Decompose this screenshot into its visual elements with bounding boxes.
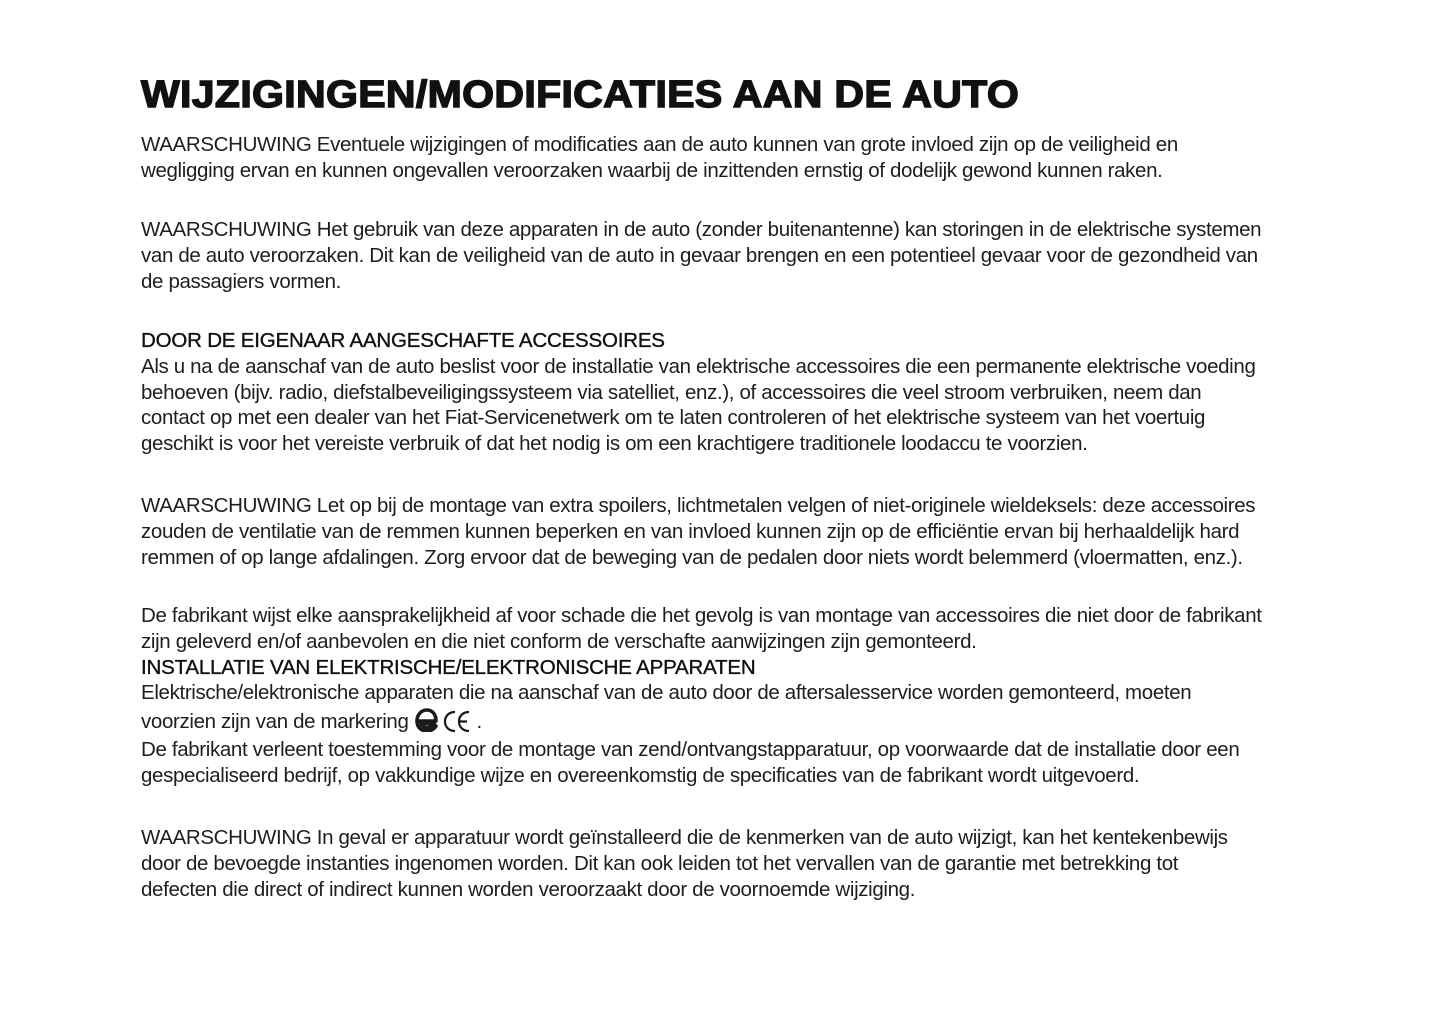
accessories-section — [141, 328, 1256, 457]
text-line: WAARSCHUWING Eventuele wijzigingen of modificaties aan de auto kunnen van grote invloed zijn op de veiligheid en — [141, 133, 1178, 156]
warning-devices — [141, 217, 1261, 294]
text-line: remmen of op lange afdalingen. Zorg ervoor dat de beweging van de pedalen door niets wordt belemmerd (vloermatten, enz.). — [141, 545, 1243, 569]
text-line: contact op met een dealer van het Fiat-Servicenetwerk om te laten controleren of het elektrische systeem van het voertuig — [141, 406, 1206, 430]
text-line: Elektrische/elektronische apparaten die na aanschaf van de auto door de aftersalesservice worden gemonteerd, moeten — [141, 681, 1192, 705]
section-heading: DOOR DE EIGENAAR AANGESCHAFTE ACCESSOIRES — [141, 329, 665, 352]
text-line: WAARSCHUWING Het gebruik van deze apparaten in de auto (zonder buitenantenne) kan storingen in de elektrische systemen — [141, 218, 1262, 241]
text-line: van de auto veroorzaken. Dit kan de veiligheid van de auto in gevaar brengen en een potentieel gevaar voor de gezondheid van — [141, 243, 1258, 267]
marking-text: voorzien zijn van de markering — [141, 710, 409, 734]
text-line: zijn geleverd en/of aanbevolen en die niet conform de verschafte aanwijzingen zijn gemonteerd. — [141, 629, 977, 653]
text-line: gespecialiseerd bedrijf, op vakkundige wijze en overeenkomstig de specificaties van de fabrikant wordt uitgevoerd. — [141, 763, 1140, 787]
text-line: De fabrikant wijst elke aansprakelijkheid af voor schade die het gevolg is van montage van accessoires die niet door de fabrikant — [141, 604, 1262, 627]
warning-modifications — [141, 132, 1178, 184]
text-line: De fabrikant verleent toestemming voor de montage van zend/ontvangstapparatuur, op voorwaarde dat de installatie door een — [141, 738, 1240, 762]
text-line: zouden de ventilatie van de remmen kunnen beperken en van invloed kunnen zijn op de efficiëntie ervan bij herhaaldelijk hard — [141, 519, 1240, 543]
text-line: geschikt is voor het vereiste verbruik of dat het nodig is om een krachtigere traditionele loodaccu te voorzien. — [141, 432, 1088, 456]
marking-line — [141, 706, 1262, 737]
marking-suffix: . — [476, 710, 482, 734]
text-line: behoeven (bijv. radio, diefstalbeveiligingssysteem via satelliet, enz.), of accessoires die veel stroom verbruiken, neem dan — [141, 380, 1202, 404]
page-title: WIJZIGINGEN/MODIFICATIES AAN DE AUTO — [141, 74, 1020, 116]
text-line: defecten die direct of indirect kunnen worden veroorzaakt door de voornoemde wijziging. — [141, 877, 916, 901]
section-heading: INSTALLATIE VAN ELEKTRISCHE/ELEKTRONISCHE APPARATEN — [141, 655, 756, 679]
text-line: WAARSCHUWING In geval er apparatuur wordt geïnstalleerd die de kenmerken van de auto wijzigt, kan het kentekenbewijs — [141, 826, 1228, 849]
text-line: de passagiers vormen. — [141, 269, 342, 293]
warning-registration — [141, 825, 1228, 902]
text-line: door de bevoegde instanties ingenomen worden. Dit kan ook leiden tot het vervallen van de garantie met betrekking tot — [141, 851, 1179, 875]
document-page — [141, 72, 1361, 901]
text-line: wegligging ervan en kunnen ongevallen veroorzaken waarbij de inzittenden ernstig of dodelijk gewond kunnen raken. — [141, 158, 1163, 182]
warning-spoilers — [141, 493, 1255, 570]
liability-paragraph — [141, 603, 1262, 789]
text-line: WAARSCHUWING Let op bij de montage van extra spoilers, lichtmetalen velgen of niet-originele wieldeksels: deze accessoires — [141, 494, 1256, 517]
e-mark-ce-mark-icon — [415, 706, 477, 737]
text-line: Als u na de aanschaf van de auto beslist voor de installatie van elektrische accessoires die een permanente elektrische voeding — [141, 354, 1256, 378]
